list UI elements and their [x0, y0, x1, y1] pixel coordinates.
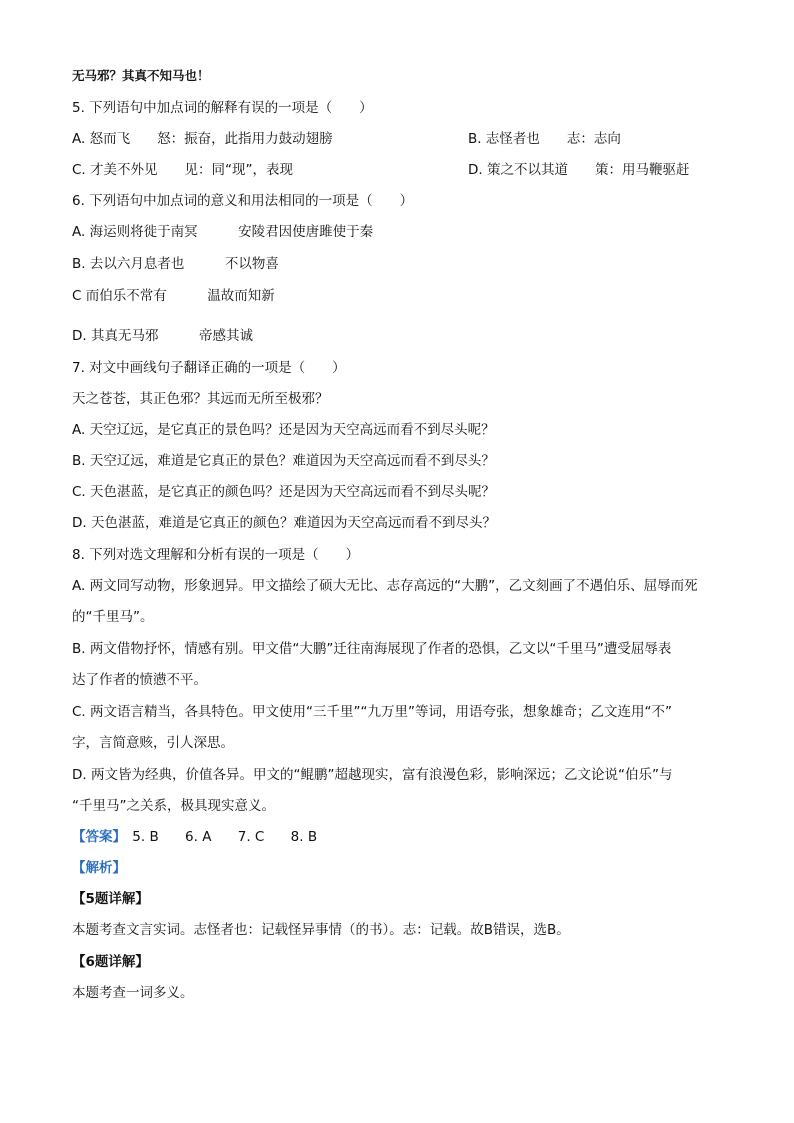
answer-row	[72, 828, 339, 846]
option-8d-line1: D. 两文皆为经典，价值各异。甲文的“鲲鹏”超越现实，富有浪漫色彩，影响深远；乙文论说“伯乐”与	[72, 767, 673, 783]
option-6c: C 而伯乐不常有 温故而知新	[72, 288, 275, 304]
option-5c: C. 才美不外见 见：同“现”，表现	[72, 162, 293, 178]
answer-item: 6. A	[185, 829, 212, 845]
option-8c-line2: 字，言简意赅，引人深思。	[72, 735, 234, 751]
answer-item: 7. C	[237, 829, 265, 845]
option-5b: B. 志怪者也 志：志向	[468, 131, 621, 147]
option-8d-line2: “千里马”之关系，极具现实意义。	[72, 798, 275, 814]
detail-5-text: 本题考查文言实词。志怪者也：记载怪异事情（的书）。志：记载。故B错误，选B。	[72, 922, 570, 938]
detail-6-text: 本题考查一词多义。	[72, 985, 194, 1001]
option-7d: D. 天色湛蓝，难道是它真正的颜色？难道因为天空高远而看不到尽头？	[72, 515, 496, 531]
detail-5-title: 【5题详解】	[72, 891, 149, 907]
question-7: 7. 对文中画线句子翻译正确的一项是（ ）	[72, 360, 346, 376]
option-6a: A. 海运则将徙于南冥 安陵君因使唐雎使于秦	[72, 224, 374, 240]
option-7a: A. 天空辽远，是它真正的景色吗？还是因为天空高远而看不到尽头呢？	[72, 422, 495, 438]
option-5d: D. 策之不以其道 策：用马鞭驱赶	[468, 162, 690, 178]
option-6b: B. 去以六月息者也 不以物喜	[72, 256, 279, 272]
option-8b-line2: 达了作者的愤懑不平。	[72, 672, 207, 688]
question-6: 6. 下列语句中加点词的意义和用法相同的一项是（ ）	[72, 193, 414, 209]
option-row	[72, 130, 621, 148]
option-8b-line1: B. 两文借物抒怀，情感有别。甲文借“大鹏”迁往南海展现了作者的恐惧，乙文以“千里马”遭受屈辱表	[72, 641, 672, 657]
question-5: 5. 下列语句中加点词的解释有误的一项是（ ）	[72, 100, 373, 116]
option-7b: B. 天空辽远，难道是它真正的景色？难道因为天空高远而看不到尽头？	[72, 453, 495, 469]
option-7c: C. 天色湛蓝，是它真正的颜色吗？还是因为天空高远而看不到尽头呢？	[72, 484, 496, 500]
question-7-sentence: 天之苍苍，其正色邪？其远而无所至极邪？	[72, 391, 329, 407]
option-8a-line2: 的“千里马”。	[72, 609, 154, 625]
text-line: 无马邪？其真不知马也！	[72, 68, 210, 83]
option-row	[72, 161, 690, 179]
option-8c-line1: C. 两文语言精当，各具特色。甲文使用“三千里”“九万里”等词，用语夸张，想象雄奇；乙文连用“不”	[72, 704, 672, 720]
analysis-label: 【解析】	[72, 860, 126, 876]
answer-label: 【答案】	[72, 829, 126, 845]
option-6d: D. 其真无马邪 帝感其诚	[72, 328, 253, 344]
option-8a-line1: A. 两文同写动物，形象迥异。甲文描绘了硕大无比、志存高远的“大鹏”，乙文刻画了不遇伯乐、屈辱而死	[72, 578, 698, 594]
answer-item: 5. B	[132, 829, 159, 845]
question-8: 8. 下列对选文理解和分析有误的一项是（ ）	[72, 547, 360, 563]
answer-item: 8. B	[290, 829, 318, 845]
option-5a: A. 怒而飞 怒：振奋，此指用力鼓动翅膀	[72, 131, 333, 147]
detail-6-title: 【6题详解】	[72, 954, 149, 970]
